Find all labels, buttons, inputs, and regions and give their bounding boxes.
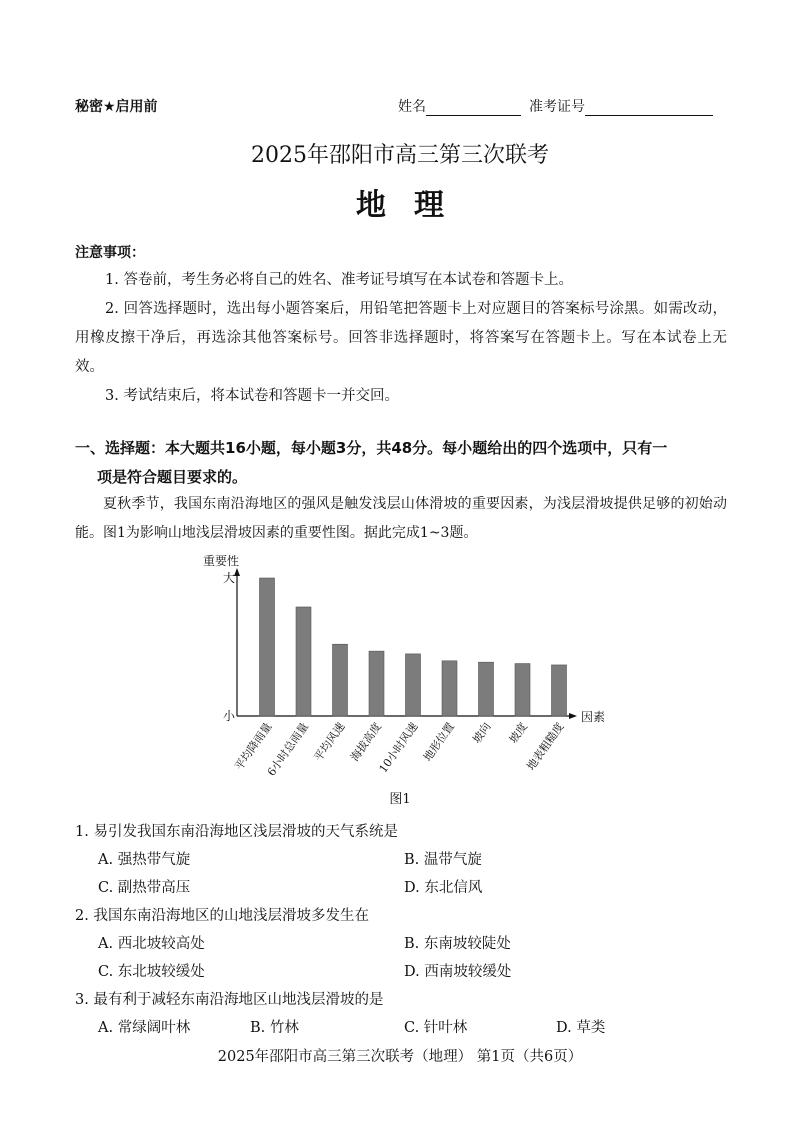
confidential-mark: 秘密★启用前 xyxy=(75,99,158,115)
section-title xyxy=(75,434,730,492)
option: B. 东南坡较陡处 xyxy=(404,936,511,952)
bar xyxy=(515,664,530,716)
exam-title: 2025年邵阳市高三第三次联考 xyxy=(251,143,549,168)
category-label: 地表粗糙度 xyxy=(524,720,567,773)
category-label: 坡度 xyxy=(506,720,530,746)
notice-item: 2. 回答选择题时，选出每小题答案后，用铅笔把答题卡上对应题目的答案标号涂黑。如需改动，用橡皮擦干净后，再选涂其他答案标号。回答非选择题时，将答案写在答题卡上。写在本试卷上无效。 xyxy=(75,301,727,375)
name-label: 姓名 xyxy=(398,99,426,115)
option: B. 竹林 xyxy=(250,1020,299,1036)
bar xyxy=(369,651,384,716)
option: C. 针叶林 xyxy=(404,1020,468,1036)
category-label: 坡向 xyxy=(470,720,494,746)
name-blank xyxy=(426,99,521,116)
id-blank xyxy=(585,99,713,116)
figure-caption: 图1 xyxy=(389,792,411,807)
category-label: 平均降雨量 xyxy=(232,720,275,773)
bar xyxy=(442,661,457,716)
id-label: 准考证号 xyxy=(529,99,585,115)
section-title-line1: 一、选择题：本大题共16小题，每小题3分，共48分。每小题给出的四个选项中，只有一 xyxy=(75,439,668,457)
bar xyxy=(260,578,275,716)
candidate-info xyxy=(398,96,713,116)
option: B. 温带气旋 xyxy=(404,852,482,868)
question-stem: 1. 易引发我国东南沿海地区浅层滑坡的天气系统是 xyxy=(75,824,398,840)
section-title-line2: 项是符合题目要求的。 xyxy=(97,468,248,486)
category-label: 10小时风速 xyxy=(376,720,421,776)
category-label: 地形位置 xyxy=(421,720,457,764)
option: D. 草类 xyxy=(556,1020,606,1036)
bar xyxy=(333,644,348,716)
question-intro: 夏秋季节，我国东南沿海地区的强风是触发浅层山体滑坡的重要因素，为浅层滑坡提供足够的初始动能。图1为影响山地浅层滑坡因素的重要性图。据此完成1~3题。 xyxy=(75,496,727,541)
option: A. 常绿阔叶林 xyxy=(98,1020,191,1036)
option: D. 西南坡较缓处 xyxy=(404,964,512,980)
y-axis-title: 重要性 xyxy=(203,554,240,568)
option: A. 西北坡较高处 xyxy=(98,936,205,952)
option: D. 东北信风 xyxy=(404,880,483,896)
y-axis-top-label: 大 xyxy=(223,571,236,585)
notice-item: 3. 考试结束后，将本试卷和答题卡一并交回。 xyxy=(105,388,399,404)
page-footer: 2025年邵阳市高三第三次联考（地理） 第1页（共6页） xyxy=(217,1049,583,1065)
notice-item: 1. 答卷前，考生务必将自己的姓名、准考证号填写在本试卷和答题卡上。 xyxy=(105,272,573,288)
category-label: 海拔高度 xyxy=(348,720,384,764)
category-label: 平均风速 xyxy=(311,720,348,764)
option: C. 东北坡较缓处 xyxy=(98,964,205,980)
bar xyxy=(406,654,421,716)
x-axis-title: 因素 xyxy=(581,710,606,724)
notice-title: 注意事项： xyxy=(75,245,145,261)
bar xyxy=(552,665,567,716)
y-axis-bottom-label: 小 xyxy=(223,709,236,723)
option: C. 副热带高压 xyxy=(98,880,191,896)
question-stem: 2. 我国东南沿海地区的山地浅层滑坡多发生在 xyxy=(75,908,369,924)
bar xyxy=(296,607,311,716)
category-label: 6小时总雨量 xyxy=(264,720,311,779)
bar xyxy=(479,662,494,716)
option: A. 强热带气旋 xyxy=(98,852,191,868)
bar-chart xyxy=(195,548,635,808)
question-stem: 3. 最有利于减轻东南沿海地区山地浅层滑坡的是 xyxy=(75,992,384,1008)
subject-title: 地理 xyxy=(356,188,472,223)
x-axis-arrow xyxy=(569,713,577,719)
